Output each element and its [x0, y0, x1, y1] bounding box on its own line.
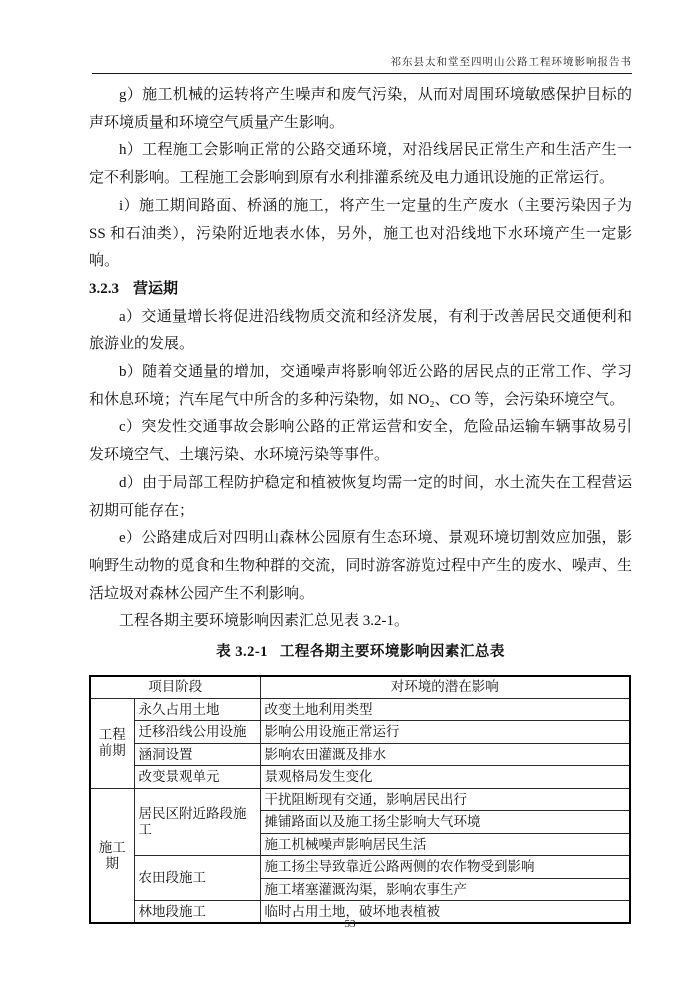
section-heading	[89, 276, 632, 304]
paragraph-i: i）施工期间路面、桥涵的施工，将产生一定量的生产废水（主要污染因子为 SS 和石油类），污染附近地表水体，另外，施工也对沿线地下水环境产生一定影响。	[89, 197, 632, 270]
table-row	[90, 788, 630, 811]
paragraph-c: c）突发性交通事故会影响公路的正常运营和安全，危险品运输车辆事故易引发环境空气、土壤污染、水环境污染等事件。	[89, 419, 632, 464]
paragraph-g: g）施工机械的运转将产生噪声和废气污染，从而对周围环境敏感保护目标的声环境质量和环境空气质量产生影响。	[89, 87, 632, 131]
impact-cell: 施工扬尘导致靠近公路两侧的农作物受到影响	[260, 856, 630, 879]
paragraph-e: e）公路建成后对四明山森林公园原有生态环境、景观环境切割效应加强，影响野生动物的觅食和生物种群的交流，同时游客游览过程中产生的废水、噪声、生活垃圾对森林公园产生不利影响。	[89, 530, 632, 602]
activity-cell: 农田段施工	[134, 856, 260, 901]
table-header-row	[90, 676, 630, 699]
column-header-stage: 项目阶段	[90, 676, 260, 699]
table-row	[90, 721, 630, 744]
activity-cell: 改变景观单元	[134, 766, 260, 789]
column-header-impact: 对环境的潜在影响	[260, 676, 630, 699]
impact-cell: 景观格局发生变化	[260, 766, 630, 789]
paragraph-a: a）交通量增长将促进沿线物质交流和经济发展，有利于改善居民交通便利和旅游业的发展。	[89, 308, 632, 353]
report-title: 祁东县太和堂至四明山公路工程环境影响报告书	[390, 57, 632, 68]
page-header	[92, 0, 632, 74]
activity-cell: 迁移沿线公用设施	[134, 721, 260, 744]
paragraph-b: b）随着交通量的增加，交通噪声将影响邻近公路的居民点的正常工作、学习和休息环境；汽车尾气中所含的多种污染物，如 NO₂、CO 等，会污染环境空气。	[89, 364, 632, 408]
paragraph-h: h）工程施工会影响正常的公路交通环境，对沿线居民正常生产和生活产生一定不利影响。工程施工会影响到原有水利排灌系统及电力通讯设施的正常运行。	[89, 142, 632, 187]
table-row	[90, 698, 630, 721]
section-title: 营运期	[133, 280, 179, 297]
section-number: 3.2.3	[89, 280, 119, 297]
impact-cell: 影响农田灌溉及排水	[260, 743, 630, 766]
impact-cell: 影响公用设施正常运行	[260, 721, 630, 744]
table-caption-title: 工程各期主要环境影响因素汇总表	[279, 644, 505, 661]
table-caption-number: 表 3.2-1	[216, 644, 268, 661]
activity-cell: 永久占用土地	[134, 698, 260, 721]
table-row	[90, 766, 630, 789]
paragraph-d: d）由于局部工程防护稳定和植被恢复均需一定的时间，水土流失在工程营运初期可能存在；	[89, 474, 632, 519]
table-caption	[89, 639, 632, 667]
impact-cell: 施工机械噪声影响居民生活	[260, 833, 630, 856]
activity-cell: 涵洞设置	[134, 743, 260, 766]
impact-cell: 摊铺路面以及施工扬尘影响大气环境	[260, 811, 630, 834]
activity-cell: 林地段施工	[134, 901, 260, 924]
paragraph-table-ref: 工程各期主要环境影响因素汇总见表 3.2-1。	[119, 613, 409, 630]
table-row	[90, 856, 630, 879]
impact-cell: 改变土地利用类型	[260, 698, 630, 721]
impact-summary-table	[89, 675, 631, 925]
impact-cell: 干扰阻断现有交通，影响居民出行	[260, 788, 630, 811]
stage-cell-construction: 施工期	[90, 788, 134, 923]
page-body	[89, 74, 632, 924]
table-row	[90, 743, 630, 766]
activity-cell: 居民区附近路段施工	[134, 788, 260, 856]
impact-cell: 施工堵塞灌溉沟渠，影响农事生产	[260, 878, 630, 901]
stage-cell-pre-construction: 工程前期	[90, 698, 134, 788]
page-number: 53	[344, 918, 356, 930]
impact-cell: 临时占用土地，破坏地表植被	[260, 901, 630, 924]
